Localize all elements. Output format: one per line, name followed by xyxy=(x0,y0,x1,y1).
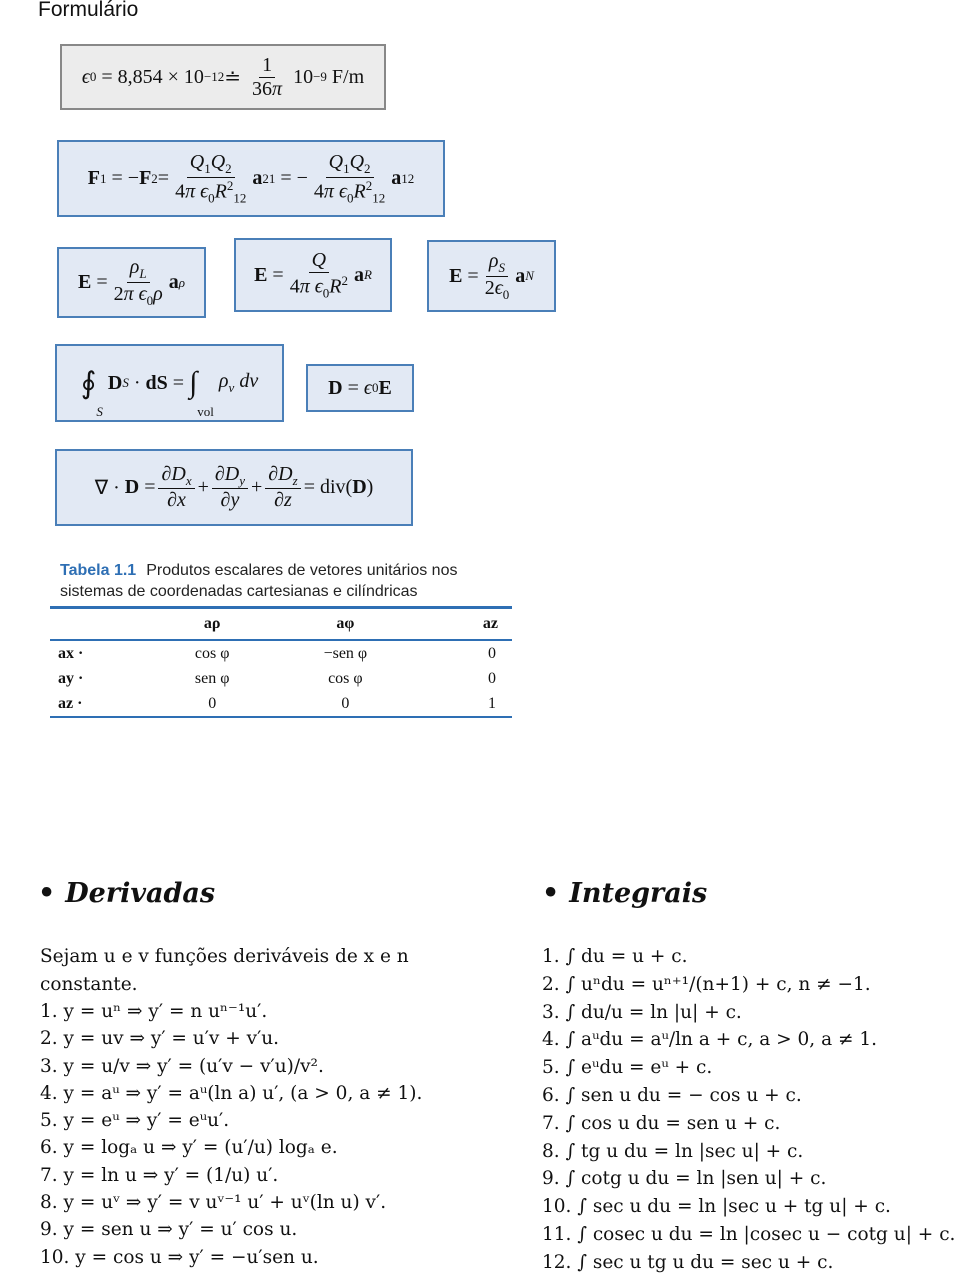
table-cell: 1 xyxy=(488,694,496,712)
list-item: 10. y = cos u ⇒ y′ = −u′sen u. xyxy=(40,1246,319,1268)
list-item: 6. ∫ sen u du = − cos u + c. xyxy=(542,1084,802,1106)
table-cell: 0 xyxy=(488,669,496,687)
table-caption xyxy=(60,560,520,602)
list-item: 1. ∫ du = u + c. xyxy=(542,946,688,967)
table-header-cell: aφ xyxy=(272,608,418,641)
table-row xyxy=(50,691,512,717)
list-item: 2. y = uv ⇒ y′ = u′v + v′u. xyxy=(40,1028,280,1050)
list-item: 1. y = uⁿ ⇒ y′ = n uⁿ⁻¹u′. xyxy=(40,1001,268,1022)
list-item: 3. y = u/v ⇒ y′ = (u′v − v′u)/v². xyxy=(40,1055,324,1077)
table-header-row xyxy=(50,608,512,641)
table-cell: sen φ xyxy=(194,669,230,687)
table-cell: 0 xyxy=(208,694,217,712)
list-item: 7. ∫ cos u du = sen u + c. xyxy=(542,1112,781,1134)
list-item: 7. y = ln u ⇒ y′ = (1/u) u′. xyxy=(40,1164,279,1186)
list-item: 5. y = eᵘ ⇒ y′ = eᵘu′. xyxy=(40,1110,230,1132)
list-item: 11. ∫ cosec u du = ln |cosec u − cotg u| + c. xyxy=(542,1223,956,1245)
list-item: 4. y = aᵘ ⇒ y′ = aᵘ(ln a) u′, (a > 0, a ≠ 1). xyxy=(40,1082,423,1104)
formula-point-charge-field: E = $\frac{Q}{4\pi \epsilon_0R^2}$ a R xyxy=(234,238,392,312)
table-caption-text: Produtos escalares de vetores unitários nos sistemas de coordenadas cartesianas e cilíndricas xyxy=(60,562,458,600)
table-cell: ax · xyxy=(58,644,84,662)
table-label: Tabela 1.1 xyxy=(60,562,137,579)
table-row xyxy=(50,640,512,666)
list-item: 3. ∫ du/u = ln |u| + c. xyxy=(542,1001,742,1023)
table-cell: ay · xyxy=(58,669,84,687)
formula-divergence: ∇ · D = $\frac{\partial D_x}{\partial x}$ + $\frac{\partial D_y}{\partial y}$ + $\frac{\partial D_z}{\partial z}$ = div( D ) xyxy=(55,449,413,526)
table-header-cell: az xyxy=(418,608,512,641)
integrais-title: Integrais xyxy=(569,878,708,909)
list-item: 8. ∫ tg u du = ln |sec u| + c. xyxy=(542,1140,804,1162)
formula-d-equals-epsilon-e: D = ϵ 0 E xyxy=(306,364,414,412)
formula-line-charge-field: E = $\frac{\rho_L}{2\pi \epsilon_0\rho}$ a ρ xyxy=(57,247,206,318)
table-cell: cos φ xyxy=(194,644,230,662)
table-cell: cos φ xyxy=(328,669,363,687)
unit-vector-table xyxy=(50,606,512,718)
table-row xyxy=(50,666,512,691)
table-cell: az · xyxy=(58,694,83,712)
derivadas-intro-text: Sejam u e v funções deriváveis de x e n constante. xyxy=(40,946,409,995)
derivadas-list xyxy=(40,998,422,1271)
derivadas-intro xyxy=(18,943,508,999)
derivadas-title: Derivadas xyxy=(65,878,216,909)
list-item: 5. ∫ eᵘdu = eᵘ + c. xyxy=(542,1057,713,1079)
table-cell: 0 xyxy=(488,644,496,662)
derivadas-heading: • Derivadas xyxy=(38,878,216,909)
list-item: 9. ∫ cotg u du = ln |sen u| + c. xyxy=(542,1168,827,1190)
table-header-cell xyxy=(50,608,152,641)
formula-coulomb-force: F 1 = − F 2 = $\frac{Q_1Q_2}{4\pi \epsilon_0R^2_{12}}$ a 21 = − $\frac{Q_1Q_2}{4\pi \epsilon_0R^2_{12}}$ a 12 xyxy=(57,140,445,217)
integrais-list xyxy=(542,943,955,1277)
list-item: 9. y = sen u ⇒ y′ = u′ cos u. xyxy=(40,1219,298,1241)
list-item: 12. ∫ sec u tg u du = sec u + c. xyxy=(542,1251,834,1273)
list-item: 4. ∫ aᵘdu = aᵘ/ln a + c, a > 0, a ≠ 1. xyxy=(542,1029,878,1051)
table-header-cell: aρ xyxy=(152,608,272,641)
integrais-heading: • Integrais xyxy=(542,878,708,909)
table-cell: −sen φ xyxy=(323,644,368,662)
page-title: Formulário xyxy=(38,0,139,21)
list-item: 10. ∫ sec u du = ln |sec u + tg u| + c. xyxy=(542,1196,891,1218)
formula-sheet-charge-field: E = $\frac{\rho_S}{2\epsilon_0}$ a N xyxy=(427,240,556,312)
list-item: 6. y = logₐ u ⇒ y′ = (u′/u) logₐ e. xyxy=(40,1137,338,1159)
table-cell: 0 xyxy=(341,694,350,712)
formula-epsilon0: ϵ 0 = 8,854 × 10 −12 ≐ $\frac{1}{36\pi}$ 10 −9 F/m xyxy=(60,44,386,110)
list-item: 2. ∫ uⁿdu = uⁿ⁺¹/(n+1) + c, n ≠ −1. xyxy=(542,973,871,995)
formula-gauss-law: ∮ S D S · dS = ∫ vol $\rho_v$ dv xyxy=(55,344,284,422)
list-item: 8. y = uᵛ ⇒ y′ = v uᵛ⁻¹ u′ + uᵛ(ln u) v′. xyxy=(40,1192,387,1214)
